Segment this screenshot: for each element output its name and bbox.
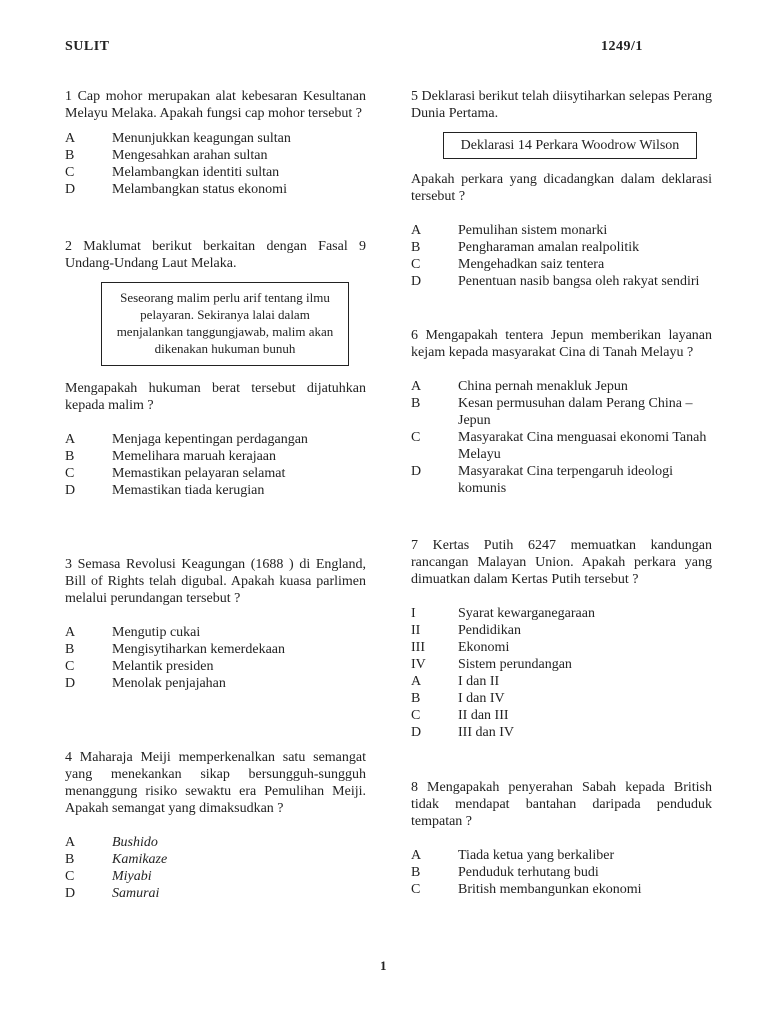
question-4 bbox=[65, 749, 366, 902]
question-stem: 5 Deklarasi berikut telah diisytiharkan selepas Perang Dunia Pertama. bbox=[411, 89, 712, 121]
options-list bbox=[411, 378, 712, 497]
question-prompt: Mengapakah hukuman berat tersebut dijatuhkan kepada malim ? bbox=[65, 381, 366, 413]
option-text: Menunjukkan keagungan sultan bbox=[112, 131, 291, 146]
option-key: C bbox=[65, 466, 75, 481]
option bbox=[411, 673, 712, 690]
option-text: Memastikan tiada kerugian bbox=[112, 483, 265, 498]
option bbox=[65, 164, 366, 181]
option-text: Memastikan pelayaran selamat bbox=[112, 466, 286, 481]
option-text: Masyarakat Cina menguasai ekonomi Tanah Melayu bbox=[458, 430, 707, 462]
left-column bbox=[65, 88, 366, 902]
question-7 bbox=[411, 537, 712, 741]
option bbox=[65, 641, 366, 658]
header-sulit: SULIT bbox=[65, 39, 110, 54]
options-list bbox=[65, 834, 366, 902]
question-stem: 8 Mengapakah penyerahan Sabah kepada British tidak mendapat bantahan daripada penduduk tempatan ? bbox=[411, 780, 712, 829]
option-text: II dan III bbox=[458, 708, 509, 723]
question-5 bbox=[411, 88, 712, 290]
question-stem: 2 Maklumat berikut berkaitan dengan Fasal 9 Undang-Undang Laut Melaka. bbox=[65, 239, 366, 271]
option bbox=[411, 222, 712, 239]
option bbox=[65, 482, 366, 499]
option-key: B bbox=[411, 691, 421, 706]
option-text: Memelihara maruah kerajaan bbox=[112, 449, 277, 464]
option bbox=[411, 429, 712, 463]
option-text: Penduduk terhutang budi bbox=[458, 865, 599, 880]
option-key: B bbox=[65, 148, 75, 163]
option-text: I dan IV bbox=[458, 691, 505, 706]
option-text: Mengesahkan arahan sultan bbox=[112, 148, 268, 163]
option-key: C bbox=[65, 165, 75, 180]
option-text: Pengharaman amalan realpolitik bbox=[458, 240, 640, 255]
statement-text: Pendidikan bbox=[458, 623, 521, 638]
statement-key: IV bbox=[411, 657, 426, 672]
option bbox=[65, 834, 366, 851]
option-key: C bbox=[411, 257, 421, 272]
option bbox=[65, 868, 366, 885]
option-key: C bbox=[65, 659, 75, 674]
option-key: B bbox=[411, 396, 421, 411]
option-text: Mengutip cukai bbox=[112, 625, 201, 640]
option bbox=[411, 463, 712, 497]
option bbox=[65, 465, 366, 482]
option-text: Mengehadkan saiz tentera bbox=[458, 257, 605, 272]
question-stem: 7 Kertas Putih 6247 memuatkan kandungan rancangan Malayan Union. Apakah perkara yang dimuatkan dalam Kertas Putih tersebut ? bbox=[411, 538, 712, 587]
option bbox=[65, 624, 366, 641]
option-key: C bbox=[411, 708, 421, 723]
option-text: Kamikaze bbox=[112, 852, 168, 867]
option-text: Menolak penjajahan bbox=[112, 676, 226, 691]
question-stem: 4 Maharaja Meiji memperkenalkan satu semangat yang menekankan sikap bersungguh-sungguh menanggung risiko sewaktu era Pemulihan Meiji. Apakah semangat yang dimaksudkan ? bbox=[65, 750, 366, 816]
option bbox=[65, 851, 366, 868]
option-text: Melambangkan status ekonomi bbox=[112, 182, 287, 197]
question-3 bbox=[65, 556, 366, 692]
option bbox=[65, 675, 366, 692]
statement-text: Syarat kewarganegaraan bbox=[458, 606, 595, 621]
statement-key: I bbox=[411, 606, 416, 621]
option bbox=[65, 885, 366, 902]
statement-list bbox=[411, 605, 712, 673]
statement bbox=[411, 639, 712, 656]
option-text: I dan II bbox=[458, 674, 500, 689]
option-key: B bbox=[411, 865, 421, 880]
option-text: III dan IV bbox=[458, 725, 514, 740]
option-key: B bbox=[65, 642, 75, 657]
statement-text: Sistem perundangan bbox=[458, 657, 572, 672]
option-key: A bbox=[65, 432, 76, 447]
option-key: A bbox=[65, 625, 76, 640]
statement bbox=[411, 622, 712, 639]
option-key: D bbox=[65, 676, 76, 691]
question-8 bbox=[411, 779, 712, 898]
options-list bbox=[65, 130, 366, 198]
option-text: Melantik presiden bbox=[112, 659, 214, 674]
question-stem: 3 Semasa Revolusi Keagungan (1688 ) di England, Bill of Rights telah digubal. Apakah kuasa parlimen melalui perundangan tersebut ? bbox=[65, 557, 366, 606]
statement-key: II bbox=[411, 623, 421, 638]
option bbox=[65, 431, 366, 448]
options-list bbox=[411, 847, 712, 898]
option bbox=[411, 256, 712, 273]
option bbox=[411, 847, 712, 864]
option-key: D bbox=[65, 886, 76, 901]
option-key: A bbox=[411, 223, 422, 238]
option-key: A bbox=[411, 379, 422, 394]
option-text: Masyarakat Cina terpengaruh ideologi komunis bbox=[458, 464, 673, 496]
page-number: 1 bbox=[380, 958, 387, 973]
option-key: B bbox=[411, 240, 421, 255]
option bbox=[411, 707, 712, 724]
option-key: C bbox=[411, 882, 421, 897]
header-paper-code: 1249/1 bbox=[601, 39, 643, 54]
option-text: Tiada ketua yang berkaliber bbox=[458, 848, 615, 863]
option-text: Pemulihan sistem monarki bbox=[458, 223, 608, 238]
options-list bbox=[65, 431, 366, 499]
option-text: China pernah menakluk Jepun bbox=[458, 379, 628, 394]
option-key: C bbox=[65, 869, 75, 884]
option-key: A bbox=[65, 131, 76, 146]
option-text: Menjaga kepentingan perdagangan bbox=[112, 432, 308, 447]
option-key: D bbox=[411, 725, 422, 740]
question-2 bbox=[65, 238, 366, 499]
option bbox=[411, 273, 712, 290]
option bbox=[65, 130, 366, 147]
options-list bbox=[65, 624, 366, 692]
option-text: Kesan permusuhan dalam Perang China – Jepun bbox=[458, 396, 693, 428]
option bbox=[65, 448, 366, 465]
option-key: D bbox=[65, 483, 76, 498]
option bbox=[411, 378, 712, 395]
question-stem: 6 Mengapakah tentera Jepun memberikan layanan kejam kepada masyarakat Cina di Tanah Melayu ? bbox=[411, 328, 712, 360]
options-list bbox=[411, 222, 712, 290]
question-stem: 1 Cap mohor merupakan alat kebesaran Kesultanan Melayu Melaka. Apakah fungsi cap mohor tersebut ? bbox=[65, 89, 366, 121]
option-key: D bbox=[65, 182, 76, 197]
info-box: Seseorang malim perlu arif tentang ilmu pelayaran. Sekiranya lalai dalam menjalankan tanggungjawab, malim akan dikenakan hukuman bunuh bbox=[101, 282, 349, 366]
statement-key: III bbox=[411, 640, 425, 655]
option bbox=[411, 724, 712, 741]
option-key: D bbox=[411, 464, 422, 479]
options-list bbox=[411, 673, 712, 741]
option bbox=[65, 658, 366, 675]
option bbox=[65, 147, 366, 164]
option bbox=[65, 181, 366, 198]
statement-text: Ekonomi bbox=[458, 640, 510, 655]
option-key: C bbox=[411, 430, 421, 445]
option-text: Penentuan nasib bangsa oleh rakyat sendiri bbox=[458, 274, 700, 289]
info-box: Deklarasi 14 Perkara Woodrow Wilson bbox=[443, 132, 697, 159]
option-key: A bbox=[411, 674, 422, 689]
option-text: Mengisytiharkan kemerdekaan bbox=[112, 642, 285, 657]
question-prompt: Apakah perkara yang dicadangkan dalam deklarasi tersebut ? bbox=[411, 172, 712, 204]
option-text: Miyabi bbox=[112, 869, 152, 884]
question-6 bbox=[411, 327, 712, 497]
option bbox=[411, 690, 712, 707]
option-text: British membangunkan ekonomi bbox=[458, 882, 642, 897]
option-key: A bbox=[411, 848, 422, 863]
option-key: A bbox=[65, 835, 76, 850]
option-text: Samurai bbox=[112, 886, 160, 901]
option-key: B bbox=[65, 852, 75, 867]
statement bbox=[411, 656, 712, 673]
option bbox=[411, 864, 712, 881]
option-text: Melambangkan identiti sultan bbox=[112, 165, 280, 180]
option-key: B bbox=[65, 449, 75, 464]
option bbox=[411, 395, 712, 429]
option-key: D bbox=[411, 274, 422, 289]
option-text: Bushido bbox=[112, 835, 158, 850]
question-1 bbox=[65, 88, 366, 198]
option bbox=[411, 239, 712, 256]
option bbox=[411, 881, 712, 898]
statement bbox=[411, 605, 712, 622]
right-column bbox=[411, 88, 712, 898]
